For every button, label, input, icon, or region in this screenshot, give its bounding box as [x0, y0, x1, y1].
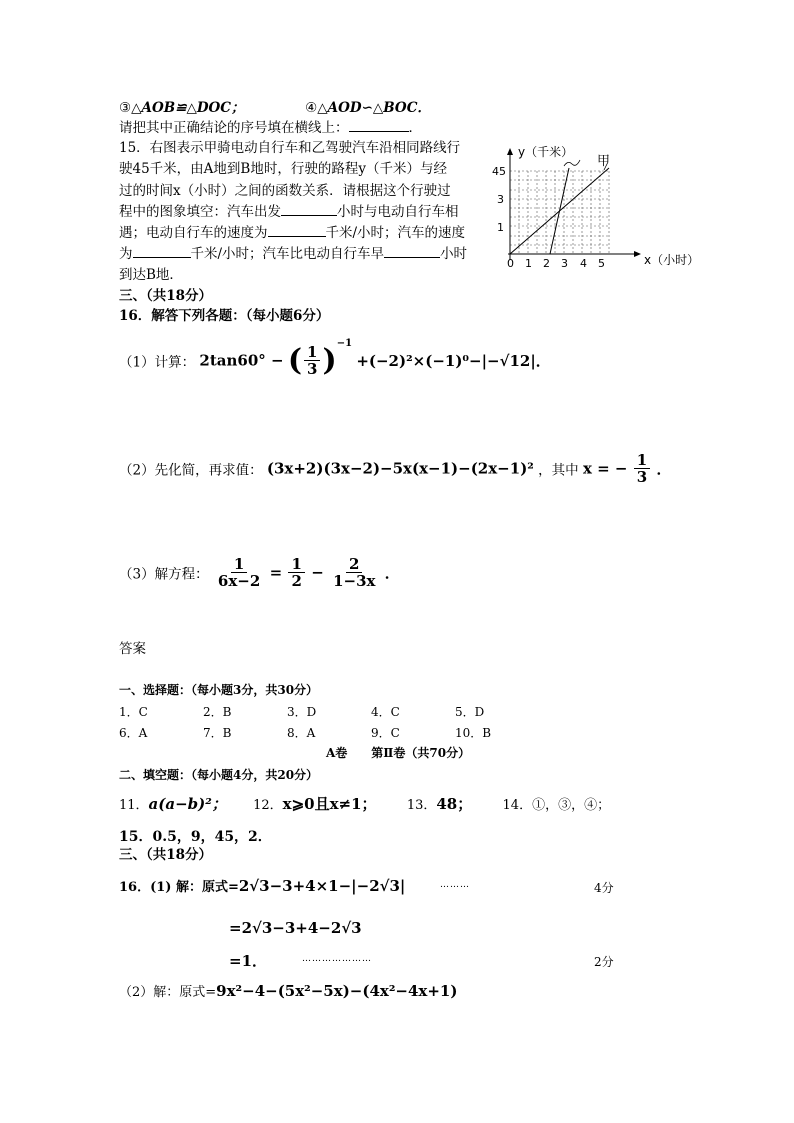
answer-12-label: 12．	[253, 798, 283, 813]
q16-1-expr-b: +(−2)²×(−1)⁰−|−√12|．	[356, 352, 551, 370]
q16-2-where: ，其中	[538, 462, 579, 479]
q15-line3: 过的时间x（小时）之间的函数关系．请根据这个行驶过	[119, 183, 451, 199]
distance-time-graph	[486, 140, 701, 270]
line-yi	[550, 168, 569, 254]
q16-3-eq: =	[269, 563, 283, 582]
q15-blank-2[interactable]	[268, 224, 326, 237]
answer-11: a(a−b)²；	[148, 795, 227, 813]
x-tick-5: 5	[598, 257, 605, 270]
answers-11-14	[119, 793, 610, 814]
answer-11-label: 11．	[119, 798, 149, 813]
q16-3	[119, 556, 400, 589]
solution-16-1-step2: =2√3−3+4−2√3	[229, 919, 362, 937]
q15-line6a: 为	[119, 246, 133, 262]
break-mark	[564, 160, 580, 166]
answer-1: 1．C	[119, 705, 148, 719]
answer-15: 15．0.5，9，45，2．	[119, 829, 272, 845]
q15-blank-1[interactable]	[281, 203, 337, 216]
answer-5: 5．D	[455, 705, 485, 719]
q16-3-r1: $\frac{1}{2}$	[288, 556, 304, 589]
solution-16-1-step3: =1．	[229, 952, 268, 970]
q15-line7: 到达B地．	[119, 267, 183, 283]
q16-3-end: ．	[384, 564, 400, 582]
answers-sec1-title: 一、选择题：（每小题3分，共30分）	[119, 683, 319, 697]
q16-title: 16．解答下列各题：（每小题6分）	[119, 308, 330, 324]
solution-16-1-line1	[119, 876, 405, 895]
q16-2-frac: $\frac{1}{3}$	[634, 452, 650, 485]
q15-line2: 驶45千米，由A地到B地时，行驶的路程y（千米）与经	[119, 161, 447, 177]
q14-items-line	[119, 99, 431, 117]
q14-item3-label: ③	[119, 100, 132, 116]
answer-12: x⩾0且x≠1；	[282, 795, 377, 813]
q16-2	[119, 452, 672, 485]
q16-2-label: （2）先化简，再求值：	[119, 462, 263, 479]
q15-line4b: 小时与电动自行车相	[337, 204, 459, 220]
answer-13: 48；	[436, 795, 473, 813]
q15-line5	[119, 224, 465, 242]
q16-1-label: （1）计算：	[119, 354, 196, 371]
answer-3: 3．D	[287, 705, 317, 719]
solution-16-1-label: 16．(1) 解：原式=	[119, 880, 239, 895]
answer-10: 10．B	[455, 726, 492, 740]
q15-blank-3[interactable]	[133, 245, 191, 258]
q16-2-expr: (3x+2)(3x−2)−5x(x−1)−(2x−1)²	[266, 459, 534, 478]
answer-4: 4．C	[371, 705, 400, 719]
q16-3-r2: $\frac{2}{1-3x}$	[333, 555, 376, 590]
q16-3-lhs: $\frac{1}{6x-2}$	[217, 555, 261, 590]
q15-blank-4[interactable]	[384, 245, 440, 258]
y-tick-1: 1	[497, 221, 504, 234]
q15-line1: 15．右图表示甲骑电动自行车和乙驾驶汽车沿相同路线行	[119, 140, 461, 156]
solution-score-1: 4分	[594, 881, 614, 895]
solution-16-2-step1: 9x²−4−(5x²−5x)−(4x²−4x+1)	[216, 982, 458, 1000]
answers-paper-heading: A卷 第Ⅱ卷（共70分）	[326, 746, 471, 760]
section3-title: 三、（共18分）	[119, 288, 213, 304]
answer-9: 9．C	[371, 726, 400, 740]
x-tick-0: 0	[507, 257, 514, 270]
jia-label: 甲	[597, 154, 611, 169]
y-axis-label: y（千米）	[518, 145, 574, 159]
y-tick-3: 3	[497, 193, 504, 206]
q14-instruction: 请把其中正确结论的序号填在横线上：	[119, 120, 349, 136]
y-axis-arrow	[507, 148, 513, 155]
q16-3-minus: −	[311, 563, 324, 582]
q15-line4	[119, 203, 459, 221]
answers-sec2-title: 二、填空题：（每小题4分，共20分）	[119, 768, 319, 782]
q14-end: ．	[408, 120, 422, 136]
x-tick-4: 4	[580, 257, 587, 270]
q15-line6	[119, 245, 467, 263]
x-axis-label: x（小时）	[644, 253, 700, 267]
solution-dots-2: …………………	[302, 954, 372, 964]
solution-dots-1: ………	[440, 880, 470, 890]
q16-2-end: ．	[656, 460, 672, 478]
q16-1-frac: $\frac{1}{3}$	[304, 344, 320, 377]
answer-2: 2．B	[203, 705, 232, 719]
x-tick-3: 3	[561, 257, 568, 270]
answer-13-label: 13．	[406, 798, 437, 813]
q16-1-exp: −1	[336, 338, 353, 349]
answers-title: 答案	[119, 641, 146, 657]
q16-2-x-eq: x = −	[582, 459, 628, 478]
answer-7: 7．B	[203, 726, 232, 740]
q16-1: （1）计算： 2tan60° − ( $\frac{1}{3}$ )$^{-1}$ +(−2)²×(−1)⁰−|−√12|．	[119, 338, 551, 378]
answer-8: 8．A	[287, 726, 316, 740]
q14-item4-label: ④	[305, 100, 318, 116]
q15-line6c: 小时	[440, 246, 468, 262]
x-tick-1: 1	[525, 257, 532, 270]
answer-14: 14．①，③，④；	[502, 798, 611, 813]
q14-item3-math: △AOB≌△DOC；	[131, 100, 245, 116]
q16-3-label: （3）解方程：	[119, 566, 209, 583]
x-tick-2: 2	[543, 257, 550, 270]
q14-item4-math: △AOD∽△BOC．	[317, 100, 431, 116]
x-axis-arrow	[634, 251, 641, 257]
solution-16-1-step1: 2√3−3+4×1−|−2√3|	[238, 877, 406, 895]
answers-sec3-title: 三、（共18分）	[119, 847, 213, 863]
q14-instruction-line	[119, 119, 422, 137]
solution-16-2-label: （2）解：原式=	[119, 985, 217, 1000]
q15-line6b: 千米/小时；汽车比电动自行车早	[190, 246, 385, 262]
q15-line4a: 程中的图象填空：汽车出发	[119, 204, 281, 220]
q16-1-expr-a: 2tan60° −	[199, 351, 284, 370]
answer-6: 6．A	[119, 726, 148, 740]
q15-line5b: 千米/小时；汽车的速度	[325, 225, 466, 241]
q14-answer-blank[interactable]	[349, 119, 409, 132]
solution-16-2-line1	[119, 981, 457, 1000]
y-tick-45: 45	[492, 165, 506, 178]
solution-score-2: 2分	[594, 955, 614, 969]
q15-line5a: 遇；电动自行车的速度为	[119, 225, 268, 241]
